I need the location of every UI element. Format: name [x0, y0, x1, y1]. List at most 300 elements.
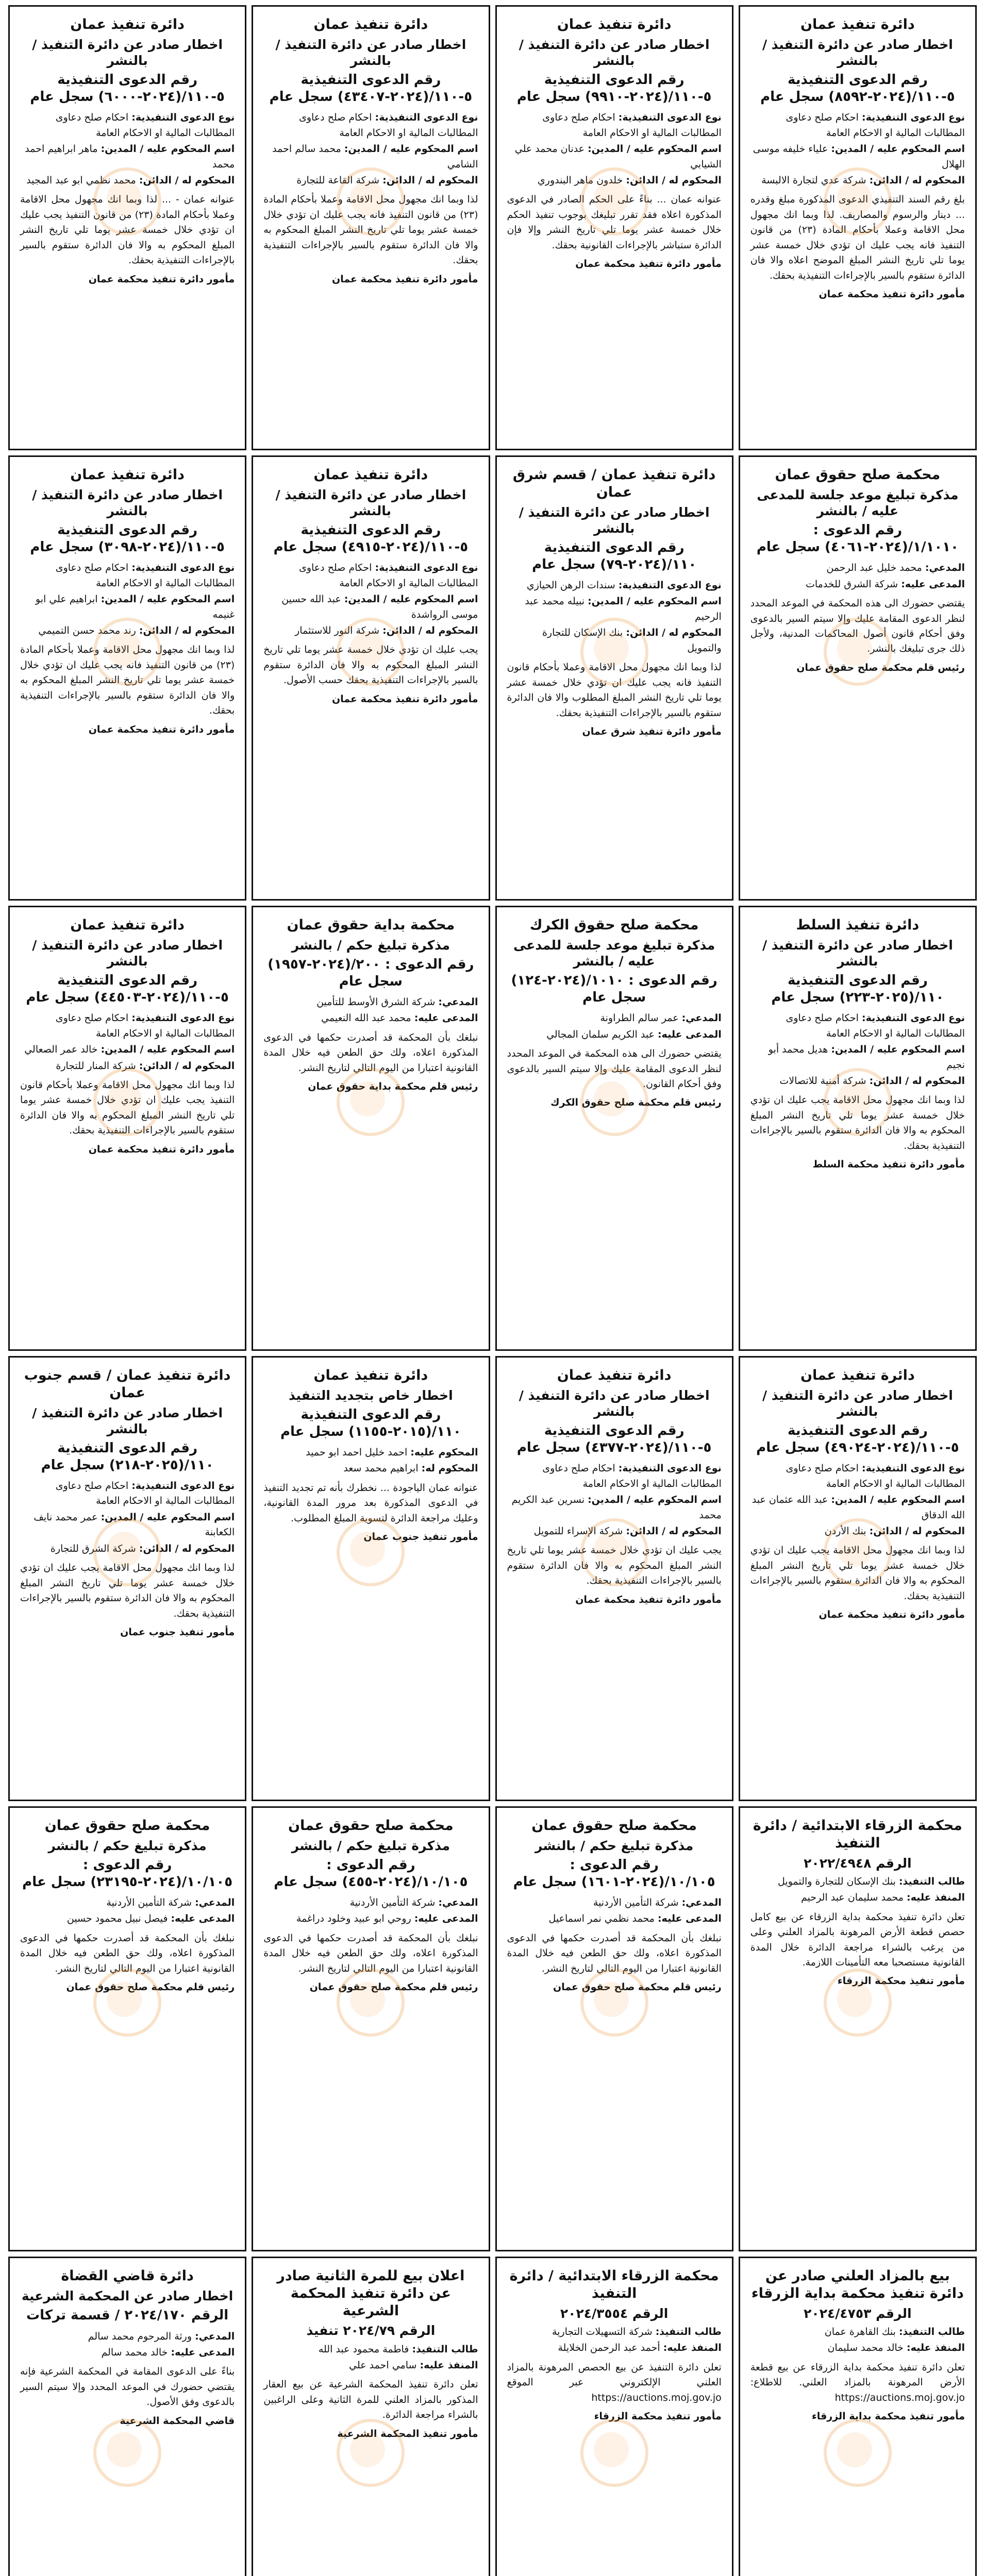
notice-field	[507, 1911, 722, 1926]
notice-field	[750, 2325, 965, 2340]
notice-field	[750, 1074, 965, 1089]
notice-field	[750, 1890, 965, 1905]
field-label: المدعي:	[925, 562, 965, 574]
notice-card	[495, 1356, 733, 1801]
notice-title: محكمة صلح حقوق عمان	[775, 467, 941, 483]
field-value: شركة أمنية للاتصالات	[779, 1075, 866, 1087]
watermark-logo	[337, 1068, 405, 1136]
notice-card	[8, 1356, 246, 1801]
notice-field	[263, 2358, 478, 2373]
notice-title: دائرة تنفيذ عمان	[313, 16, 428, 32]
notice-signature: رئيس قلم محكمة صلح حقوق عمان	[309, 1981, 478, 1993]
field-label: اسم المحكوم عليه / المدين:	[101, 594, 235, 605]
notice-card	[252, 5, 490, 450]
field-label: اسم المحكوم عليه / المدين:	[344, 143, 478, 155]
field-value: احكام صلح دعاوى المطالبات المالية او الاحكام العامة	[786, 112, 965, 139]
notice-card	[495, 906, 733, 1351]
field-value: احكام صلح دعاوى المطالبات المالية او الاحكام العامة	[298, 562, 478, 589]
notice-title: دائرة تنفيذ عمان / قسم شرق عمان	[512, 467, 716, 500]
notice-field	[750, 110, 965, 141]
notice-signature: مأمور تنفيذ المحكمة الشرعية	[337, 2428, 478, 2439]
field-label: المحكوم له / الدائن:	[382, 625, 478, 636]
field-label: طالب التنفيذ:	[412, 2343, 478, 2355]
notice-signature: مأمور دائرة تنفيذ محكمة عمان	[88, 273, 235, 285]
notice-field	[20, 142, 235, 172]
notice-body: عنوانه عمان - ... لذا وبما انك مجهول محل الاقامة وعملا بأحكام المادة (٢٣) من قانون التنفيذ يجب عليك ان تؤدي خلال خمسة عشر يوما تلي تاريخ النشر المبلغ المحكوم به والا فان الدائرة ستقوم بالسير بالإجراءات التنفيذية بحقك.	[20, 194, 235, 266]
notice-title: دائرة تنفيذ عمان	[70, 467, 185, 483]
notice-card	[739, 2257, 977, 2576]
notice-body: تعلن دائرة تنفيذ محكمة بداية الزرقاء عن بيع قطعة الأرض المرهونة بالمزاد العلني. للاطلاع: https://auctions.moj.gov.jo	[750, 2361, 965, 2403]
case-number: رقم الدعوى التنفيذية ٥-١١٠/(٢٠٢٤-٤٤٥٠٣) سجل عام	[26, 973, 229, 1005]
field-label: اسم المحكوم عليه / المدين:	[588, 1494, 722, 1506]
field-value: محمد سالم احمد الشامي	[272, 143, 478, 170]
notice-body: لذا وبما انك مجهول محل الاقامة وعملا بأحكام قانون التنفيذ فانه يجب عليك ان تؤدي خلال خمسة عشر يوما تلي تاريخ النشر المبلغ المطلوب والا فان الدائرة ستقوم بالسير بالإجراءات التنفيذية بحقك.	[507, 662, 722, 719]
notice-field	[507, 625, 722, 656]
case-number: رقم الدعوى التنفيذية ٥-١١٠/(٢٠٢٤-٤٣٧٧) سجل عام	[516, 1423, 712, 1455]
notice-field	[507, 2341, 722, 2355]
field-label: المنفذ عليه:	[906, 1892, 965, 1904]
notice-field	[750, 1524, 965, 1539]
watermark-logo	[93, 1969, 161, 2037]
field-label: نوع الدعوى التنفيذية:	[131, 112, 235, 124]
field-value: خالد محمد سليمان	[827, 2342, 904, 2354]
notices-grid	[8, 5, 977, 2576]
notice-body: نبلغك بأن المحكمة قد أصدرت حكمها في الدعوى المذكورة اعلاه، ولك حق الطعن فيه خلال المدة القانونية اعتبارا من اليوم التالي لتاريخ النشر.	[263, 1932, 478, 1974]
field-label: نوع الدعوى التنفيذية:	[375, 562, 478, 574]
notice-signature: رئيس قلم محكمة صلح حقوق عمان	[66, 1981, 235, 1993]
notice-card	[739, 455, 977, 901]
field-label: المدعي:	[681, 1897, 722, 1908]
notice-body: تعلن دائرة التنفيذ عن بيع الحصص المرهونة بالمزاد العلني الإلكتروني عبر الموقع https://auctions.moj.gov.jo	[507, 2361, 722, 2403]
notice-subtitle: مذكرة تبليغ حكم / بالنشر	[291, 1838, 450, 1853]
field-label: المدعى عليه:	[171, 2346, 235, 2358]
field-value: عبد الله عثمان عبد الله الدقاق	[752, 1494, 965, 1521]
case-number: رقم الدعوى التنفيذية ١١٠/(٢٠١٥-١١٥٥) سجل عام	[280, 1407, 461, 1439]
notice-card	[495, 455, 733, 901]
notice-field	[263, 142, 478, 172]
case-number: رقم الدعوى التنفيذية ٥-١١٠/(٢٠٢٤-٦٠٠٠) سجل عام	[30, 72, 225, 105]
notice-field	[20, 173, 235, 188]
field-value: شركة القاعة للتجارة	[296, 175, 380, 186]
field-value: رند محمد حسن التميمي	[38, 625, 136, 636]
field-label: المنفذ عليه:	[420, 2359, 478, 2371]
notice-title: دائرة تنفيذ عمان	[313, 467, 428, 483]
notice-card	[739, 1806, 977, 2251]
notice-field	[20, 1011, 235, 1041]
field-label: المدعى عليه:	[414, 1012, 478, 1024]
field-label: نوع الدعوى التنفيذية:	[861, 112, 965, 124]
notice-subtitle: مذكرة تبليغ موعد جلسة للمدعى عليه / بالنشر	[757, 487, 959, 518]
notice-signature: مأمور تنفيذ جنوب عمان	[120, 1626, 235, 1638]
notice-field	[263, 1445, 478, 1460]
notice-body: لذا وبما انك مجهول محل الاقامة وعملا بأحكام قانون التنفيذ يجب عليك ان تؤدي خلال خمسة عشر يوما تلي تاريخ النشر المبلغ المحكوم به والا فان الدائرة ستقوم بالسير بالإجراءات التنفيذية بحقك.	[20, 1079, 235, 1137]
field-label: نوع الدعوى التنفيذية:	[618, 112, 722, 124]
case-number: رقم الدعوى : ١/١٠١٠/(٢٠٢٤-٤٠٦١) سجل عام	[756, 522, 959, 555]
case-number: رقم الدعوى التنفيذية ٥-١١٠/(٢٠٢٤-٤٩١٥) سجل عام	[273, 522, 469, 555]
notice-field	[20, 110, 235, 141]
field-value: ابراهيم علي ابو غنيمه	[35, 594, 235, 620]
field-label: اسم المحكوم عليه / المدين:	[344, 594, 478, 605]
notice-subtitle: اخطار خاص بتجديد التنفيذ	[289, 1387, 453, 1403]
notice-signature: مأمور دائرة تنفيذ محكمة عمان	[575, 1594, 722, 1605]
field-label: المدعى عليه:	[171, 1913, 235, 1925]
notice-card	[8, 5, 246, 450]
notice-title: دائرة تنفيذ عمان	[557, 16, 672, 32]
field-label: المدعي:	[438, 1897, 478, 1908]
watermark-logo	[337, 1518, 405, 1586]
notice-body: نبلغك بأن المحكمة قد أصدرت حكمها في الدعوى المذكورة اعلاه، ولك حق الطعن فيه خلال المدة القانونية اعتبارا من اليوم التالي لتاريخ النشر.	[507, 1932, 722, 1974]
field-value: احكام صلح دعاوى المطالبات المالية او الاحكام العامة	[786, 1463, 965, 1489]
case-number: رقم الدعوى : ١٠/١٠٥/(٢٠٢٤-١٦٠١) سجل عام	[513, 1857, 715, 1890]
field-label: المحكوم له / الدائن:	[626, 1526, 722, 1537]
notice-field	[263, 592, 478, 622]
notice-field	[750, 173, 965, 188]
field-label: طالب التنفيذ:	[898, 2326, 965, 2337]
notice-signature: رئيس قلم محكمة صلح حقوق عمان	[553, 1981, 722, 1993]
notice-subtitle: الرقم ٢٠٢٤/٤٧٥٣	[804, 2306, 912, 2321]
field-label: المحكوم عليه:	[410, 1447, 478, 1458]
notice-card	[252, 2257, 490, 2576]
notice-subtitle: اخطار صادر عن دائرة التنفيذ / بالنشر	[275, 37, 466, 68]
notice-subtitle: اخطار صادر عن دائرة التنفيذ / بالنشر	[762, 1387, 953, 1419]
field-value: فاطمة محمود عبد الله	[318, 2343, 409, 2355]
notice-card	[252, 1806, 490, 2251]
field-value: احكام صلح دعاوى المطالبات المالية او الاحكام العامة	[55, 1012, 235, 1039]
notice-field	[507, 1027, 722, 1042]
notice-subtitle: مذكرة تبليغ حكم / بالنشر	[535, 1838, 694, 1853]
notice-signature: مأمور دائرة تنفيذ محكمة عمان	[331, 273, 478, 285]
notice-signature: مأمور تنفيذ جنوب عمان	[363, 1531, 478, 1543]
field-value: شركة التأمين الأردنية	[349, 1897, 436, 1908]
notice-field	[750, 561, 965, 575]
notice-subtitle: اخطار صادر عن دائرة التنفيذ / بالنشر	[32, 937, 223, 969]
notice-subtitle: اخطار صادر عن دائرة التنفيذ / بالنشر	[519, 1387, 710, 1419]
field-value: احكام صلح دعاوى المطالبات المالية او الاحكام العامة	[55, 1480, 235, 1507]
notice-body: يجب عليك ان تؤدي خلال خمسة عشر يوما تلي تاريخ النشر المبلغ المحكوم به والا فان الدائرة ستقوم بالسير بالإجراءات التنفيذية بحقك حسب الأصول.	[263, 644, 478, 686]
field-label: اسم المحكوم عليه / المدين:	[101, 1511, 235, 1523]
field-value: شركة الشرق للخدمات	[806, 578, 898, 590]
watermark-logo	[824, 2419, 892, 2487]
notice-title: دائرة تنفيذ عمان	[800, 16, 915, 32]
notice-signature: قاضي المحكمة الشرعية	[120, 2415, 235, 2427]
field-label: اسم المحكوم عليه / المدين:	[588, 143, 722, 155]
notice-signature: مأمور دائرة تنفيذ محكمة عمان	[575, 258, 722, 270]
field-label: المحكوم له / الدائن:	[139, 625, 235, 636]
notice-title: دائرة تنفيذ عمان	[800, 1367, 915, 1383]
notice-subtitle: اخطار صادر عن المحكمة الشرعية	[21, 2288, 233, 2303]
notice-field	[507, 1461, 722, 1492]
case-number: رقم الدعوى التنفيذية ٥-١١٠/(٢٠٢٤-٩٩١٠) سجل عام	[516, 72, 712, 105]
notice-field	[507, 578, 722, 593]
notice-title: محكمة الزرقاء الابتدائية / دائرة التنفيذ	[509, 2268, 719, 2301]
field-value: احكام صلح دعاوى المطالبات المالية او الاحكام العامة	[55, 112, 235, 139]
field-value: نبيله محمد عبد الرحيم	[525, 596, 722, 622]
field-value: هديل محمد أبو نجيم	[768, 1044, 965, 1071]
field-label: المحكوم له / الدائن:	[626, 627, 722, 639]
notice-field	[20, 1042, 235, 1057]
field-label: المحكوم له / الدائن:	[869, 1526, 965, 1537]
field-label: المحكوم له / الدائن:	[869, 175, 965, 186]
notice-field	[263, 2342, 478, 2357]
field-label: المدعى عليه:	[901, 578, 965, 590]
field-label: نوع الدعوى التنفيذية:	[131, 1012, 235, 1024]
notice-subtitle: اخطار صادر عن دائرة التنفيذ / بالنشر	[275, 487, 466, 518]
field-value: احكام صلح دعاوى المطالبات المالية او الاحكام العامة	[298, 112, 478, 139]
notice-field	[263, 995, 478, 1010]
notice-title: دائرة تنفيذ السلط	[796, 917, 920, 933]
notice-card	[8, 455, 246, 901]
field-label: نوع الدعوى التنفيذية:	[131, 562, 235, 574]
field-value: خالد محمد سالم	[101, 2346, 168, 2358]
notice-field	[20, 1479, 235, 1509]
notice-field	[263, 173, 478, 188]
notice-signature: رئيس قلم محكمة صلح حقوق الكرك	[550, 1097, 722, 1109]
notice-title: محكمة الزرقاء الابتدائية / دائرة التنفيذ	[753, 1818, 962, 1851]
notice-title: بيع بالمزاد العلني صادر عن دائرة تنفيذ محكمة بداية الزرقاء	[751, 2268, 964, 2301]
notice-field	[750, 1493, 965, 1523]
notice-subtitle: الرقم ٢٠٢٤/٣٥٥٤	[560, 2306, 669, 2321]
field-value: عدنان محمد علي الشيابي	[514, 143, 722, 170]
notice-field	[263, 1911, 478, 1926]
field-label: اسم المحكوم عليه / المدين:	[831, 1044, 965, 1056]
field-value: عمر محمد نايف الكعابنة	[34, 1511, 235, 1538]
notice-field	[263, 110, 478, 141]
notice-field	[750, 1042, 965, 1073]
field-label: المدعي:	[195, 2330, 235, 2342]
field-value: عبد الكريم سلمان المجالي	[546, 1028, 655, 1040]
notice-field	[263, 1461, 478, 1476]
notice-signature: مأمور دائرة تنفيذ محكمة السلط	[812, 1159, 965, 1171]
notice-signature: مأمور تنفيذ محكمة بداية الزرقاء	[811, 2410, 965, 2422]
notice-title: دائرة تنفيذ عمان	[70, 917, 185, 933]
notice-body: يقتضي حضورك الى هذه المحكمة في الموعد المحدد لنظر الدعوى المقامة عليك وإلا سيتم السير بالدعوى وفق أحكام قانون أصول المحاكمات المدنية، ولأجل ذلك جرى تبليغك بالنشر.	[750, 598, 965, 655]
field-label: نوع الدعوى التنفيذية:	[861, 1463, 965, 1475]
notice-signature: مأمور دائرة تنفيذ شرق عمان	[582, 725, 722, 737]
field-value: شركة المنار للتجارة	[56, 1060, 136, 1072]
notice-body: يقتضي حضورك الى هذه المحكمة في الموعد المحدد لنظر الدعوى المقامة عليك وإلا سيتم السير بالدعوى وفق أحكام القانون.	[507, 1048, 722, 1090]
notice-card	[252, 455, 490, 901]
field-value: عبد الله حسين موسى الرواشدة	[281, 594, 478, 620]
field-value: شركة التأمين الأردنية	[106, 1897, 192, 1908]
notice-signature: مأمور دائرة تنفيذ محكمة عمان	[88, 1143, 235, 1155]
notice-field	[20, 1510, 235, 1540]
notice-title: دائرة قاضي القضاة	[61, 2268, 194, 2284]
field-label: المدعى عليه:	[657, 1028, 722, 1040]
notice-subtitle: مذكرة تبليغ حكم / بالنشر	[48, 1838, 207, 1853]
field-value: شركة النور للاستثمار	[295, 625, 380, 636]
field-value: محمد سليمان عبد الرحيم	[801, 1892, 904, 1904]
notice-field	[507, 142, 722, 172]
notice-body: لذا وبما انك مجهول محل الاقامة يجب عليك ان تؤدي خلال خمسة عشر يوما تلي تاريخ النشر المبلغ المحكوم به والا فان الدائرة ستقوم بالسير بالإجراءات التنفيذية بحقك.	[750, 1545, 965, 1602]
field-value: محمد نظمي ابو عبد المجيد	[26, 175, 136, 186]
notice-title: اعلان بيع للمرة الثانية صادر عن دائرة تنفيذ المحكمة الشرعية	[277, 2268, 465, 2319]
field-label: طالب التنفيذ:	[655, 2326, 722, 2337]
notice-body: لذا وبما انك مجهول محل الاقامة وعملا بأحكام المادة (٢٣) من قانون التنفيذ فانه يجب عليك ان تؤدي خلال خمسة عشر يوما تلي تاريخ النشر المبلغ المحكوم به والا فان الدائرة ستقوم بالسير بالإجراءات التنفيذية بحقك.	[20, 644, 235, 717]
notice-subtitle: اخطار صادر عن دائرة التنفيذ / بالنشر	[32, 487, 223, 518]
field-value: شركة الشرق للتجارة	[50, 1543, 136, 1554]
field-label: المحكوم له / الدائن:	[382, 175, 478, 186]
notice-field	[507, 1524, 722, 1539]
notice-field	[507, 594, 722, 624]
notice-card	[495, 5, 733, 450]
notice-field	[750, 577, 965, 592]
notice-subtitle: الرقم ٢٠٢٢/٤٩٤٨	[804, 1855, 912, 1871]
field-label: نوع الدعوى التنفيذية:	[375, 112, 478, 124]
notice-field	[750, 2341, 965, 2355]
notice-title: دائرة تنفيذ عمان	[313, 1367, 428, 1383]
watermark-logo	[337, 1969, 405, 2037]
notice-title: دائرة تنفيذ عمان / قسم جنوب عمان	[24, 1367, 231, 1401]
notice-card	[495, 2257, 733, 2576]
field-value: سامي احمد علي	[349, 2359, 417, 2371]
notice-body: عنوانه عمان ... بناءً على الحكم الصادر في الدعوى المذكورة اعلاه فقد تقرر تبليغك بوجوب تنفيذ الحكم خلال خمسة عشر يوما تلي تاريخ النشر وإلا فإن الدائرة ستباشر بالإجراءات القانونية بحقك.	[507, 194, 722, 251]
notice-body: بلغ رقم السند التنفيذي الدعوى المذكورة مبلغ وقدره ... دينار والرسوم والمصاريف. لذا وبما انك مجهول محل الاقامة وعملا بأحكام المادة (٢٣) من قانون التنفيذ فانه يجب عليك ان تؤدي خلال خمسة عشر يوما تلي تاريخ النشر المبلغ الموضح اعلاه والا فان الدائرة ستقوم بالسير بالإجراءات التنفيذية بحقك.	[750, 194, 965, 281]
notice-title: محكمة صلح حقوق عمان	[288, 1818, 454, 1834]
notice-card	[739, 5, 977, 450]
field-value: شركة عدي لتجارة الالبسة	[761, 175, 866, 186]
notice-title: محكمة بداية حقوق عمان	[287, 917, 455, 933]
notice-title: محكمة صلح حقوق عمان	[44, 1818, 210, 1834]
field-label: المنفذ عليه:	[663, 2342, 722, 2354]
notice-body: لذا وبما انك مجهول محل الاقامة يجب عليك ان تؤدي خلال خمسة عشر يوما تلي تاريخ النشر المبلغ المحكوم به والا فان الدائرة ستقوم بالسير بالإجراءات التنفيذية بحقك.	[750, 1094, 965, 1151]
notice-subtitle: الرقم ٢٠٢٤/٧٩ تنفيذ	[306, 2323, 436, 2338]
field-value: بنك القاهرة عمان	[824, 2326, 896, 2337]
notice-signature: مأمور دائرة تنفيذ محكمة عمان	[331, 693, 478, 705]
watermark-logo	[580, 1969, 648, 2037]
notice-subtitle: اخطار صادر عن دائرة التنفيذ / بالنشر	[762, 937, 953, 969]
field-label: المنفذ عليه:	[906, 2342, 965, 2354]
notice-field	[20, 2345, 235, 2360]
notice-title: محكمة صلح حقوق عمان	[531, 1818, 697, 1834]
notice-card	[8, 1806, 246, 2251]
notice-field	[507, 1493, 722, 1523]
case-number: رقم الدعوى التنفيذية ٥-١١٠/(٢٠٢٤-٨٥٩٢) سجل عام	[760, 72, 955, 105]
notice-body: تعلن دائرة تنفيذ محكمة بداية الزرقاء عن بيع كامل حصص قطعة الأرض المرهونة بالمزاد العلني وعلى من يرغب بالشراء مراجعة الدائرة خلال المدة القانونية مستصحبا معه التأمينات اللازمة.	[750, 1911, 965, 1968]
field-label: المحكوم له / الدائن:	[139, 1060, 235, 1072]
notice-body: لذا وبما انك مجهول محل الاقامة يجب عليك ان تؤدي خلال خمسة عشر يوما تلي تاريخ النشر المبلغ المحكوم به والا فان الدائرة ستقوم بالسير بالإجراءات التنفيذية بحقك.	[20, 1562, 235, 1619]
notice-field	[750, 1461, 965, 1492]
notice-card	[739, 906, 977, 1351]
notice-signature: مأمور تنفيذ محكمة الزرقاء	[837, 1975, 965, 1987]
field-value: أحمد عبد الرحمن الخلايلة	[558, 2342, 660, 2354]
field-value: بنك الإسكان للتجارة والتمويل	[542, 627, 722, 654]
notice-field	[20, 561, 235, 591]
notice-body: نبلغك بأن المحكمة قد أصدرت حكمها في الدعوى المذكورة اعلاه، ولك حق الطعن فيه خلال المدة القانونية اعتبارا من اليوم التالي لتاريخ النشر.	[263, 1031, 478, 1074]
field-value: سندات الرهن الحيازي	[526, 580, 615, 591]
notice-signature: مأمور تنفيذ محكمة الزرقاء	[594, 2410, 722, 2422]
case-number: رقم الدعوى التنفيذية ١١٠/(٢٠٢٥-٢٢٣) سجل عام	[771, 973, 944, 1005]
notice-signature: مأمور دائرة تنفيذ محكمة عمان	[819, 289, 965, 300]
field-value: عمر سالم الطراونة	[600, 1012, 679, 1024]
field-value: ورثة المرحوم محمد سالم	[88, 2330, 192, 2342]
notice-field	[263, 1011, 478, 1026]
field-label: نوع الدعوى التنفيذية:	[131, 1480, 235, 1492]
field-label: نوع الدعوى التنفيذية:	[618, 580, 722, 591]
case-number: رقم الدعوى التنفيذية ١١٠/(٢٠٢٥-٢١٨) سجل عام	[41, 1440, 214, 1473]
case-number: رقم الدعوى : ١٠/١٠٥/(٢٠٢٤-٤٥٥) سجل عام	[274, 1857, 468, 1890]
case-number: رقم الدعوى : ١٠١٠/(٢٠٢٤-١٢٤) سجل عام	[511, 973, 717, 1005]
field-value: شركة الشرق الأوسط للتأمين	[316, 996, 436, 1008]
field-label: اسم المحكوم عليه / المدين:	[831, 1494, 965, 1506]
notice-subtitle: اخطار صادر عن دائرة التنفيذ / بالنشر	[519, 37, 710, 68]
notice-field	[750, 1874, 965, 1889]
field-value: محمد نظمي نمر اسماعيل	[548, 1913, 655, 1925]
notice-card	[8, 2257, 246, 2576]
field-value: ابراهيم محمد سعد	[343, 1463, 419, 1475]
field-value: بنك الأردن	[824, 1526, 866, 1537]
case-number: رقم الدعوى التنفيذية ٥-١١٠/(٢٠٢٤-٤٣٤٠٧) سجل عام	[269, 72, 473, 105]
field-label: طالب التنفيذ:	[898, 1875, 965, 1887]
notice-field	[750, 142, 965, 172]
field-value: احمد خليل احمد ابو حميد	[306, 1447, 408, 1458]
field-label: المحكوم له / الدائن:	[139, 1543, 235, 1554]
notice-card	[252, 906, 490, 1351]
notice-field	[507, 110, 722, 141]
field-value: شركة الإسراء للتمويل	[533, 1526, 623, 1537]
field-label: اسم المحكوم عليه / المدين:	[588, 596, 722, 607]
notice-field	[20, 623, 235, 638]
field-label: نوع الدعوى التنفيذية:	[861, 1012, 965, 1024]
notice-card	[252, 1356, 490, 1801]
notice-signature: مأمور دائرة تنفيذ محكمة عمان	[88, 723, 235, 735]
watermark-logo	[580, 2419, 648, 2487]
notice-subtitle: اخطار صادر عن دائرة التنفيذ / بالنشر	[519, 504, 710, 536]
notice-field	[20, 1059, 235, 1074]
field-value: محمد خليل عبد الرحمن	[826, 562, 922, 574]
field-value: ماهر ابراهيم احمد محمد	[25, 143, 235, 170]
notice-subtitle: مذكرة تبليغ موعد جلسة للمدعى عليه / بالنشر	[513, 937, 715, 969]
field-value: فيصل نبيل محمود حسين	[66, 1913, 168, 1925]
notice-signature: مأمور دائرة تنفيذ محكمة عمان	[819, 1609, 965, 1621]
field-value: احكام صلح دعاوى المطالبات المالية او الاحكام العامة	[55, 562, 235, 589]
notice-field	[263, 1895, 478, 1910]
notice-body: يجب عليك ان تؤدي خلال خمسة عشر يوما تلي تاريخ النشر المبلغ المحكوم به والا فان الدائرة ستقوم بالسير بالإجراءات التنفيذية بحقك.	[507, 1545, 722, 1587]
notice-body: لذا وبما انك مجهول محل الاقامة وعملا بأحكام المادة (٢٣) من قانون التنفيذ فانه يجب عليك ان تؤدي خلال خمسة عشر يوما تلي تاريخ النشر المبلغ المحكوم به والا فان الدائرة ستقوم بالسير بالإجراءات التنفيذية بحقك.	[263, 194, 478, 266]
field-value: روحي ابو عبيد وخلود دراغمة	[296, 1913, 411, 1925]
notice-field	[20, 1911, 235, 1926]
field-label: المحكوم له / الدائن:	[139, 175, 235, 186]
notice-field	[20, 592, 235, 622]
notice-subtitle: اخطار صادر عن دائرة التنفيذ / بالنشر	[32, 1405, 223, 1436]
notice-field	[507, 1011, 722, 1026]
watermark-logo	[93, 2419, 161, 2487]
notice-card	[739, 1356, 977, 1801]
field-label: المدعي:	[438, 996, 478, 1008]
notice-body: عنوانه عمان الياجودة ... نخطرك بأنه تم تجديد التنفيذ في الدعوى المذكورة بعد مرور المدة القانونية، وعليك مراجعة الدائرة لتسوية المبلغ المطلوب.	[263, 1482, 478, 1524]
notice-body: نبلغك بأن المحكمة قد أصدرت حكمها في الدعوى المذكورة اعلاه، ولك حق الطعن فيه خلال المدة القانونية اعتبارا من اليوم التالي لتاريخ النشر.	[20, 1932, 235, 1974]
field-label: اسم المحكوم عليه / المدين:	[101, 143, 235, 155]
notice-signature: رئيس قلم محكمة صلح حقوق عمان	[796, 662, 965, 673]
field-value: بنك الإسكان للتجارة والتمويل	[778, 1875, 896, 1887]
field-label: المدعي:	[681, 1012, 722, 1024]
notice-title: دائرة تنفيذ عمان	[70, 16, 185, 32]
field-value: محمد عبد الله النعيمي	[321, 1012, 411, 1024]
notice-title: محكمة صلح حقوق الكرك	[529, 917, 699, 933]
notice-card	[495, 1806, 733, 2251]
field-value: شركة التأمين الأردنية	[593, 1897, 679, 1908]
notice-signature: رئيس قلم محكمة بداية حقوق عمان	[308, 1081, 478, 1093]
notice-subtitle: اخطار صادر عن دائرة التنفيذ / بالنشر	[32, 37, 223, 68]
field-value: نسرين عبد الكريم محمد	[511, 1494, 722, 1521]
field-value: احكام صلح دعاوى المطالبات المالية او الاحكام العامة	[542, 1463, 722, 1489]
field-label: اسم المحكوم عليه / المدين:	[831, 143, 965, 155]
case-number: رقم الدعوى التنفيذية ١١٠/(٢٠٢٤-٧٩) سجل عام	[532, 540, 697, 572]
field-value: احكام صلح دعاوى المطالبات المالية او الاحكام العامة	[786, 1012, 965, 1039]
field-value: خالد عمر الصعالي	[24, 1044, 98, 1056]
case-number: رقم الدعوى التنفيذية ٥-١١٠/(٢٠٢٤-٤٩٠٢٤) سجل عام	[756, 1423, 959, 1455]
case-number: الرقم ٢٠٢٤/١٧٠ / قسمة تركات	[26, 2308, 229, 2323]
notice-field	[507, 2325, 722, 2340]
